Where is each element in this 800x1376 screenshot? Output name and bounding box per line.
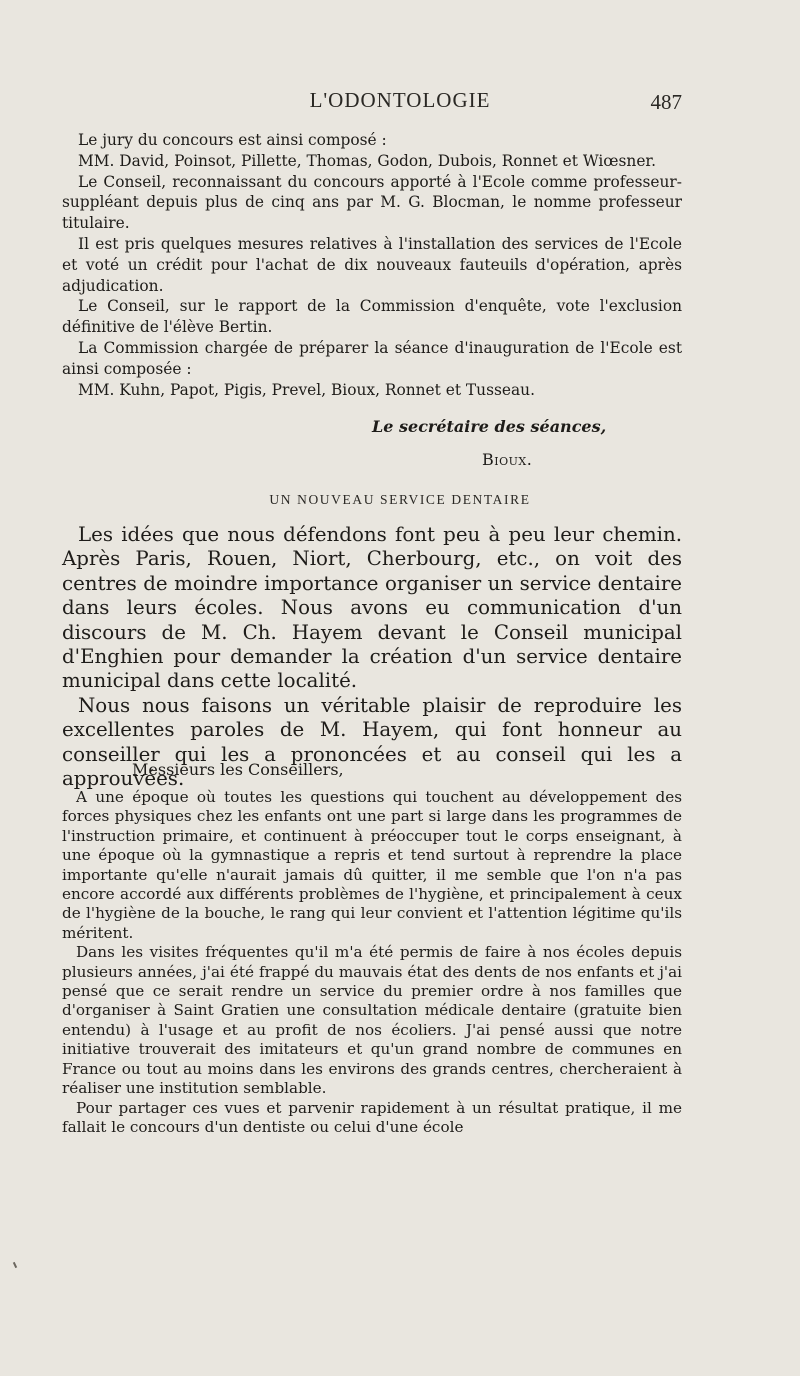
minutes-paragraph: MM. Kuhn, Papot, Pigis, Prevel, Bioux, Ronnet et Tusseau.	[78, 380, 535, 399]
speech-salutation: Messieurs les Conseillers,	[132, 760, 344, 779]
minutes-paragraph: Il est pris quelques mesures relatives à l'installation des services de l'Ecole et voté un crédit pour l'achat de dix nouveaux fauteuils d'opération, après adjudication.	[62, 234, 682, 295]
body-paragraph: Les idées que nous défendons font peu à peu leur chemin. Après Paris, Rouen, Niort, Cherbourg, etc., on voit des centres de moindre importance organiser un service dentaire dans leurs écoles. Nous avons eu communication d'un discours de M. Ch. Hayem devant le Conseil municipal d'Enghien pour demander la création d'un service dentaire municipal dans cette localité.	[62, 523, 682, 693]
body-paragraph: Nous nous faisons un véritable plaisir de reproduire les excellentes paroles de M. Hayem, qui font honneur au conseiller qui les a prononcées et au conseil qui les a approuvées.	[62, 693, 682, 791]
minutes-paragraph: Le Conseil, sur le rapport de la Commission d'enquête, vote l'exclusion définitive de l'élève Bertin.	[62, 297, 682, 337]
section-heading: UN NOUVEAU SERVICE DENTAIRE	[269, 492, 531, 507]
minutes-paragraph: La Commission chargée de préparer la séance d'inauguration de l'Ecole est ainsi composée :	[62, 338, 682, 378]
minutes-paragraph: Le Conseil, reconnaissant du concours apporté à l'Ecole comme professeur-suppléant depuis plus de cinq ans par M. G. Blocman, le nomme professeur titulaire.	[62, 172, 682, 233]
minutes-paragraph: Le jury du concours est ainsi composé :	[78, 131, 387, 149]
running-title: L'ODONTOLOGIE	[309, 88, 491, 112]
speech-paragraph: Dans les visites fréquentes qu'il m'a été permis de faire à nos écoles depuis plusieurs années, j'ai été frappé du mauvais état des dents de nos enfants et j'ai pensé que ce serait rendre un service du premier ordre à nos familles que d'organiser à Saint Gratien une consultation médicale dentaire (gratuite bien entendu) à l'usage et au profit de nos écoliers. J'ai pensé aussi que notre initiative trouverait des imitateurs et qu'un grand nombre de communes en France ou tout au moins dans les environs des grands centres, chercheraient à réaliser une institution semblable.	[62, 943, 682, 1098]
minutes-block	[62, 130, 682, 400]
minutes-paragraph: MM. David, Poinsot, Pillette, Thomas, Godon, Dubois, Ronnet et Wiœsner.	[78, 151, 656, 170]
speech-paragraph: A une époque où toutes les questions qui touchent au développement des forces physiques chez les enfants ont une part si large dans les programmes de l'instruction primaire, et continuent à préoccuper tout le corps enseignant, à une époque où la gymnastique a repris et tend surtout à reprendre la place importante qu'elle n'aurait jamais dû quitter, il me semble que l'on n'a pas encore accordé aux différents problèmes de l'hygiène, et principalement à ceux de l'hygiène de la bouche, le rang qui leur convient et l'attention légitime qu'ils méritent.	[62, 788, 682, 942]
signature-name: Bioux.	[482, 450, 533, 469]
ink-speck	[13, 1262, 17, 1268]
speech-body	[62, 788, 682, 1137]
signature-title: Le secrétaire des séances,	[372, 417, 607, 436]
section-body	[62, 523, 682, 791]
speech-paragraph: Pour partager ces vues et parvenir rapidement à un résultat pratique, il me fallait le concours d'un dentiste ou celui d'une école	[62, 1098, 682, 1136]
page-number: 487	[650, 90, 682, 114]
